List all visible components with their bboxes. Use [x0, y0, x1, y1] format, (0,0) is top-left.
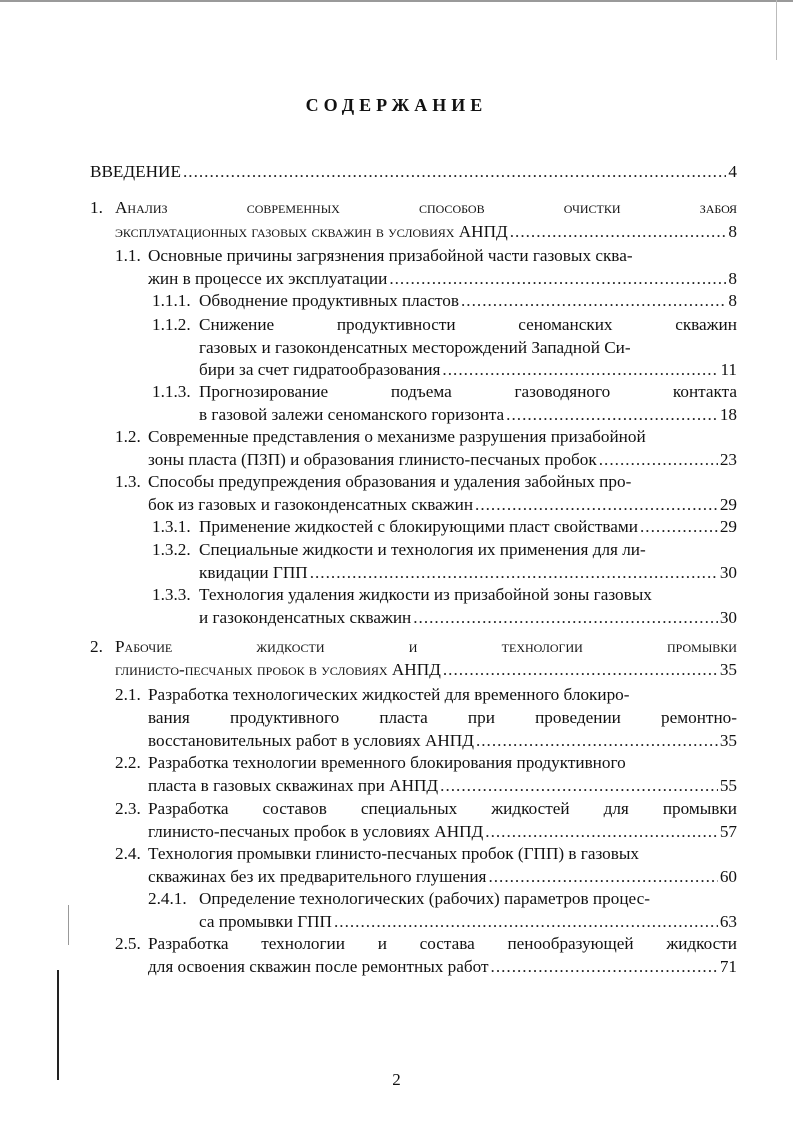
toc-page-number: 60 [719, 867, 737, 886]
dot-leader [640, 515, 718, 538]
dot-leader [510, 220, 727, 243]
toc-page-number: 57 [719, 822, 737, 841]
toc-word: пенообразующей [507, 934, 634, 953]
toc-section-number: 1.3.2. [152, 540, 191, 559]
toc-word: очистки [563, 198, 621, 217]
toc-entry-text: квидации ГПП [199, 563, 308, 582]
toc-page-number: 55 [719, 776, 737, 795]
toc-section-number: 1. [90, 198, 103, 217]
toc-section-number: 1.1. [115, 246, 141, 265]
page-title: СОДЕРЖАНИЕ [305, 95, 488, 115]
dot-leader [488, 865, 717, 888]
toc-word: Разработка [148, 799, 229, 818]
toc-page-number: 4 [728, 162, 737, 181]
toc-line: Технология промывки глинисто-песчаных пробок (ГПП) в газовых [148, 844, 639, 863]
toc-entry-text: восстановительных работ в условиях АНПД [148, 731, 474, 750]
toc-section-number: 2.3. [115, 799, 141, 818]
toc-word: вания [148, 708, 190, 727]
toc-word: специальных [360, 799, 458, 818]
toc-word: способов [418, 198, 485, 217]
toc-word: подъема [390, 382, 452, 401]
toc-word: промывки [662, 799, 737, 818]
dot-leader [443, 658, 718, 681]
toc-line [148, 932, 737, 955]
toc-line [148, 706, 737, 729]
toc-word: для [603, 799, 629, 818]
toc-page-number: 29 [719, 495, 737, 514]
page-number: 2 [392, 1070, 401, 1089]
toc-entry-text: глинисто-песчаных пробок в условиях АНПД [148, 822, 484, 841]
toc-entry-text: ВВЕДЕНИЕ [90, 162, 181, 181]
toc-line [148, 820, 737, 843]
toc-entry-text: глинисто-песчаных пробок в условиях АНПД [115, 660, 441, 679]
toc-line: Современные представления о механизме разрушения призабойной [148, 427, 646, 446]
toc-word: продуктивного [230, 708, 340, 727]
toc-word: проведении [535, 708, 621, 727]
toc-line [148, 267, 737, 290]
toc-entry-text: для освоения скважин после ремонтных работ [148, 957, 489, 976]
toc-line [199, 606, 737, 629]
toc-line [148, 774, 737, 797]
toc-line: Определение технологических (рабочих) параметров процес- [199, 889, 650, 908]
toc-line [148, 493, 737, 516]
toc-line: Разработка технологии временного блокирования продуктивного [148, 753, 626, 772]
toc-entry-text: зоны пласта (ПЗП) и образования глинисто-песчаных пробок [148, 450, 597, 469]
toc-word: газоводяного [514, 382, 611, 401]
toc-page-number: 30 [719, 563, 737, 582]
toc-line [90, 160, 737, 183]
dot-leader [442, 358, 718, 381]
toc-line [148, 865, 737, 888]
toc-line [115, 635, 737, 658]
toc-section-number: 2. [90, 637, 103, 656]
toc-page-number: 23 [719, 450, 737, 469]
toc-word: при [467, 708, 495, 727]
toc-line: Технология удаления жидкости из призабойной зоны газовых [199, 585, 652, 604]
toc-word: составов [262, 799, 327, 818]
toc-line: Разработка технологических жидкостей для временного блокиро- [148, 685, 630, 704]
toc-line [148, 448, 737, 471]
toc-line: Основные причины загрязнения призабойной части газовых сква- [148, 246, 633, 265]
toc-word: Анализ [115, 198, 168, 217]
toc-word: технологии [501, 637, 583, 656]
toc-page-number: 29 [719, 517, 737, 536]
toc-line [199, 358, 737, 381]
toc-section-number: 1.3.3. [152, 585, 191, 604]
toc-word: продуктивности [336, 315, 456, 334]
toc-section-number: 1.2. [115, 427, 141, 446]
toc-word: Прогнозирование [199, 382, 329, 401]
toc-section-number: 2.5. [115, 934, 141, 953]
toc-word: и [408, 637, 418, 656]
dot-leader [506, 403, 718, 426]
toc-entry-text: эксплуатационных газовых скважин в условиях АНПД [115, 222, 508, 241]
toc-line [199, 380, 737, 403]
toc-section-number: 1.3.1. [152, 517, 191, 536]
toc-word: жидкости [666, 934, 737, 953]
toc-page-number: 71 [719, 957, 737, 976]
toc-line [148, 729, 737, 752]
toc-page-number: 30 [719, 608, 737, 627]
toc-word: скважин [675, 315, 737, 334]
toc-page-number: 11 [720, 360, 737, 379]
toc-line [199, 515, 737, 538]
toc-word: и [377, 934, 387, 953]
toc-word: пласта [379, 708, 428, 727]
toc-entry-text: скважинах без их предварительного глушения [148, 867, 487, 886]
toc-section-number: 1.1.2. [152, 315, 191, 334]
toc-entry-text: Обводнение продуктивных пластов [199, 291, 459, 310]
toc-line: Специальные жидкости и технология их применения для ли- [199, 540, 646, 559]
dot-leader [413, 606, 718, 629]
toc-entry-text: жин в процессе их эксплуатации [148, 269, 388, 288]
toc-word: Снижение [199, 315, 275, 334]
toc-line: газовых и газоконденсатных месторождений Западной Си- [199, 338, 631, 357]
toc-page-number: 35 [719, 731, 737, 750]
dot-leader [476, 729, 718, 752]
toc-line [148, 797, 737, 820]
toc-line [199, 313, 737, 336]
dot-leader [183, 160, 726, 183]
dot-leader [461, 289, 726, 312]
toc-entry-text: пласта в газовых скважинах при АНПД [148, 776, 439, 795]
dot-leader [599, 448, 718, 471]
toc-line [148, 955, 737, 978]
toc-word: состава [419, 934, 475, 953]
dot-leader [485, 820, 718, 843]
toc-line [199, 561, 737, 584]
toc-line [115, 658, 737, 681]
dot-leader [475, 493, 718, 516]
dot-leader [389, 267, 726, 290]
toc-entry-text: в газовой залежи сеноманского горизонта [199, 405, 505, 424]
toc-section-number: 1.1.1. [152, 291, 191, 310]
dot-leader [491, 955, 718, 978]
toc-word: сеноманских [518, 315, 613, 334]
toc-page-number: 8 [728, 269, 737, 288]
toc-page-number: 63 [719, 912, 737, 931]
toc-entry-text: и газоконденсатных скважин [199, 608, 412, 627]
toc-page-number: 8 [728, 291, 737, 310]
dot-leader [440, 774, 718, 797]
toc-word: современных [246, 198, 340, 217]
toc-section-number: 1.1.3. [152, 382, 191, 401]
toc-section-number: 2.4.1. [148, 889, 187, 908]
toc-word: Рабочие [115, 637, 173, 656]
toc-line [199, 403, 737, 426]
toc-word: ремонтно- [661, 708, 737, 727]
toc-word: промывки [667, 637, 737, 656]
toc-line [115, 220, 737, 243]
toc-section-number: 2.2. [115, 753, 141, 772]
toc-entry-text: бири за счет гидратообразования [199, 360, 441, 379]
toc-page-number: 8 [728, 222, 737, 241]
toc-line: Способы предупреждения образования и удаления забойных про- [148, 472, 632, 491]
toc-word: технологии [261, 934, 345, 953]
toc-section-number: 1.3. [115, 472, 141, 491]
toc-word: жидкостей [491, 799, 570, 818]
toc-entry-text: са промывки ГПП [199, 912, 332, 931]
toc-line [115, 196, 737, 219]
toc-word: контакта [672, 382, 737, 401]
toc-entry-text: Применение жидкостей с блокирующими пласт свойствами [199, 517, 638, 536]
toc-line [199, 910, 737, 933]
toc-page-number: 35 [719, 660, 737, 679]
toc-entry-text: бок из газовых и газоконденсатных скважин [148, 495, 474, 514]
toc-word: жидкости [256, 637, 325, 656]
toc-line [199, 289, 737, 312]
toc-word: забоя [699, 198, 737, 217]
dot-leader [334, 910, 718, 933]
toc-word: Разработка [148, 934, 229, 953]
toc-section-number: 2.4. [115, 844, 141, 863]
toc-page-number: 18 [719, 405, 737, 424]
toc-section-number: 2.1. [115, 685, 141, 704]
dot-leader [310, 561, 718, 584]
